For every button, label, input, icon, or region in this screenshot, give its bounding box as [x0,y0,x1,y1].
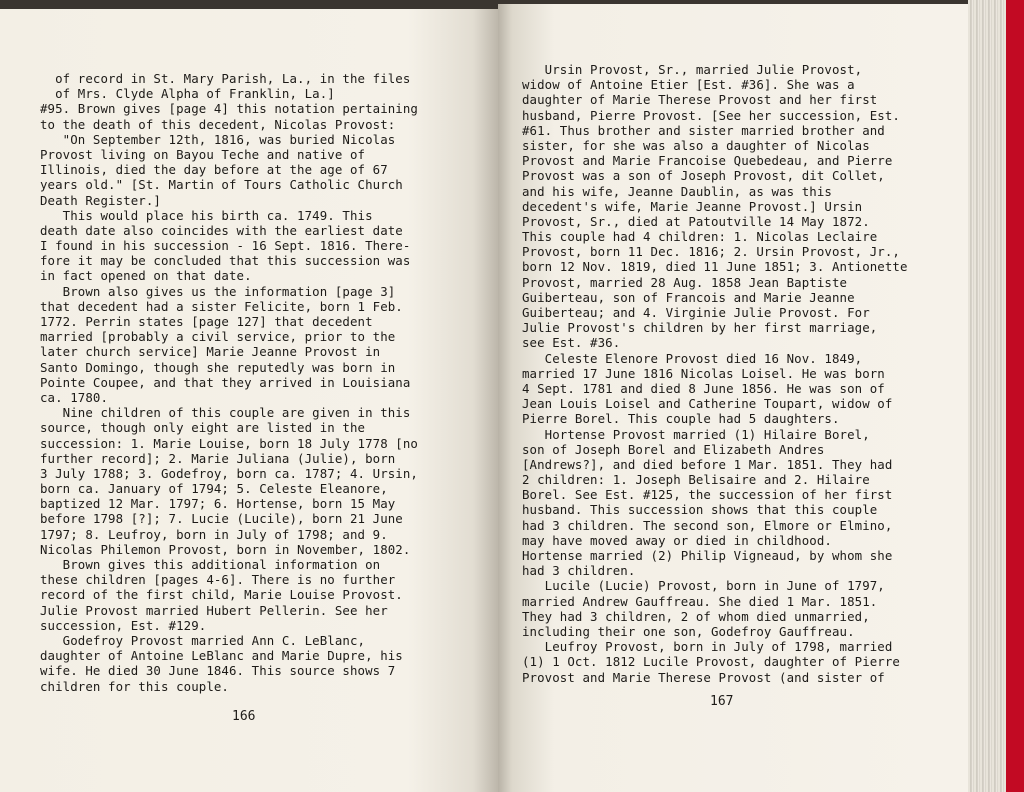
text-line: decedent's wife, Marie Jeanne Provost.] Ursin [522,198,863,214]
text-line: They had 3 children, 2 of whom died unmarried, [522,608,870,624]
text-line: Guiberteau, son of Francois and Marie Jeanne [522,289,855,305]
text-line: Julie Provost's children by her first marriage, [522,320,878,336]
text-line: source, though only eight are listed in the [40,420,366,436]
text-line: Provost living on Bayou Teche and native of [40,146,366,162]
text-line: including their one son, Godefroy Gauffreau. [522,623,855,639]
text-line: years old." [St. Martin of Tours Catholic Church [40,177,403,193]
text-line: Celeste Elenore Provost died 16 Nov. 1849, [522,350,863,366]
text-line: #61. Thus brother and sister married brother and [522,122,885,138]
right-page [498,0,968,792]
text-line: born 12 Nov. 1819, died 11 June 1851; 3. Antionette [522,259,908,275]
text-line: husband, Pierre Provost. [See her succession, Est. [522,107,900,123]
text-line: 3 July 1788; 3. Godefroy, born ca. 1787; 4. Ursin, [40,465,418,481]
text-line: Provost, married 28 Aug. 1858 Jean Baptiste [522,274,848,290]
text-line: Borel. See Est. #125, the succession of her first [522,487,893,503]
text-line: born ca. January of 1794; 5. Celeste Eleanore, [40,481,388,497]
text-line: later church service] Marie Jeanne Provost in [40,344,381,360]
left-page [0,0,498,792]
text-line: This couple had 4 children: 1. Nicolas Leclaire [522,229,878,245]
left-page-number: 166 [232,709,256,724]
book-cover-edge [1006,0,1024,792]
text-line: baptized 12 Mar. 1797; 6. Hortense, born 15 May [40,496,396,512]
text-line: death date also coincides with the earliest date [40,222,403,238]
text-line: record of the first child, Marie Louise Provost. [40,587,403,603]
text-line: wife. He died 30 June 1846. This source shows 7 [40,663,396,679]
text-line: had 3 children. The second son, Elmore or Elmino, [522,517,893,533]
text-line: Provost, Sr., died at Patoutville 14 May 1872. [522,213,870,229]
text-line: fore it may be concluded that this succession was [40,253,411,269]
text-line: of Mrs. Clyde Alpha of Franklin, La.] [40,86,335,102]
text-line: #95. Brown gives [page 4] this notation pertaining [40,101,418,117]
text-line: Brown also gives us the information [page 3] [40,283,396,299]
text-line: Jean Louis Loisel and Catherine Toupart, widow of [522,396,893,412]
text-line: daughter of Antoine LeBlanc and Marie Dupre, his [40,648,403,664]
text-line: Godefroy Provost married Ann C. LeBlanc, [40,632,366,648]
text-line: to the death of this decedent, Nicolas Provost: [40,116,396,132]
right-page-number: 167 [710,694,734,709]
text-line: Julie Provost married Hubert Pellerin. See her [40,602,388,618]
text-line: further record]; 2. Marie Juliana (Julie), born [40,450,396,466]
text-line: Provost was a son of Joseph Provost, dit Collet, [522,168,885,184]
text-line: may have moved away or died in childhood. [522,532,832,548]
text-line: had 3 children. [522,563,636,579]
text-line: see Est. #36. [522,335,621,351]
text-line: married [probably a civil service, prior to the [40,329,396,345]
text-line: I found in his succession - 16 Sept. 1816. There- [40,238,411,254]
text-line: Nicolas Philemon Provost, born in November, 1802. [40,541,411,557]
text-line: (1) 1 Oct. 1812 Lucile Provost, daughter of Pierre [522,654,900,670]
text-line: Pointe Coupee, and that they arrived in Louisiana [40,374,411,390]
left-page-body [40,71,418,694]
text-line: Leufroy Provost, born in July of 1798, married [522,639,893,655]
text-line: 1797; 8. Leufroy, born in July of 1798; and 9. [40,526,388,542]
text-line: "On September 12th, 1816, was buried Nicolas [40,131,396,147]
text-line: daughter of Marie Therese Provost and her first [522,92,878,108]
text-line: 4 Sept. 1781 and died 8 June 1856. He was son of [522,380,885,396]
text-line: Provost and Marie Therese Provost (and sister of [522,669,885,685]
text-line: 1772. Perrin states [page 127] that decedent [40,314,373,329]
text-line: Brown gives this additional information on [40,557,381,572]
text-line: of record in St. Mary Parish, La., in the files [40,71,411,86]
text-line: married 17 June 1816 Nicolas Loisel. He was born [522,365,885,381]
text-line: in fact opened on that date. [40,268,252,284]
text-line: This would place his birth ca. 1749. This [40,207,373,223]
text-line: that decedent had a sister Felicite, born 1 Feb. [40,298,403,314]
text-line: Lucile (Lucie) Provost, born in June of 1797, [522,578,885,594]
text-line: married Andrew Gauffreau. She died 1 Mar. 1851. [522,593,878,609]
text-line: Death Register.] [40,192,161,208]
text-line: [Andrews?], and died before 1 Mar. 1851. They had [522,456,893,472]
text-line: Illinois, died the day before at the age of 67 [40,162,388,178]
text-line: succession: 1. Marie Louise, born 18 July 1778 [no [40,435,418,451]
text-line: children for this couple. [40,678,229,694]
text-line: Hortense married (2) Philip Vigneaud, by whom she [522,548,893,563]
text-line: Ursin Provost, Sr., married Julie Provost, [522,62,863,77]
text-line: Guiberteau; and 4. Virginie Julie Provost. For [522,305,870,320]
text-line: Hortense Provost married (1) Hilaire Borel, [522,426,870,442]
text-line: Provost and Marie Francoise Quebedeau, and Pierre [522,153,893,169]
text-line: succession, Est. #129. [40,617,207,633]
text-line: before 1798 [?]; 7. Lucie (Lucile), born 21 June [40,511,403,527]
text-line: 2 children: 1. Joseph Belisaire and 2. Hilaire [522,472,870,488]
text-line: son of Joseph Borel and Elizabeth Andres [522,441,825,457]
text-line: Pierre Borel. This couple had 5 daughters. [522,411,840,427]
text-line: and his wife, Jeanne Daublin, as was this [522,183,832,199]
text-line: these children [pages 4-6]. There is no further [40,572,396,588]
text-line: Santo Domingo, though she reputedly was born in [40,359,396,375]
text-line: widow of Antoine Etier [Est. #36]. She was a [522,77,855,93]
right-page-body [522,62,908,685]
text-line: husband. This succession shows that this couple [522,502,878,518]
page-edges [968,0,1006,792]
text-line: Nine children of this couple are given in this [40,405,411,421]
text-line: ca. 1780. [40,389,109,405]
text-line: sister, for she was also a daughter of Nicolas [522,137,870,153]
text-line: Provost, born 11 Dec. 1816; 2. Ursin Provost, Jr., [522,244,900,260]
